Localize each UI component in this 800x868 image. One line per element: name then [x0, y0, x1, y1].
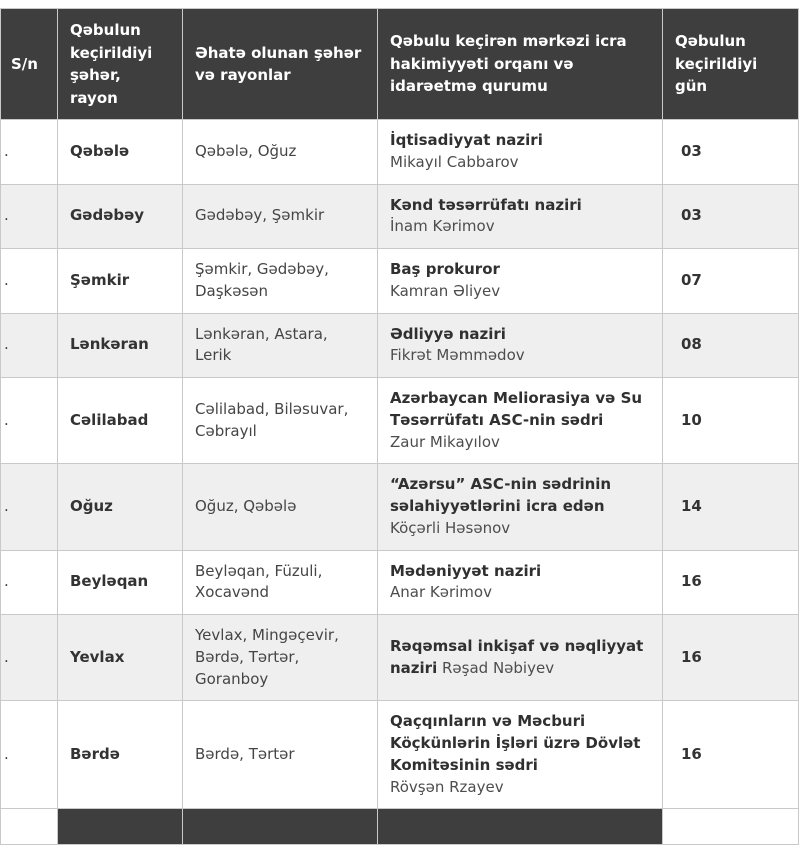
reception-city: Oğuz: [58, 464, 183, 550]
official-name: Rəşad Nəbiyev: [442, 658, 555, 677]
official-title: Kənd təsərrüfatı naziri: [390, 195, 582, 214]
official-cell: [378, 313, 663, 378]
reception-day: 14: [663, 464, 799, 550]
col-header-reception-day: Qəbulun keçirildiyi gün: [663, 9, 799, 120]
covered-regions: Oğuz, Qəbələ: [183, 464, 378, 550]
partial-next-row: [1, 809, 799, 845]
reception-day: 08: [663, 313, 799, 378]
row-number: .: [1, 378, 58, 464]
official-cell: [378, 249, 663, 314]
official-title: Mədəniyyət naziri: [390, 561, 542, 580]
covered-regions: Yevlax, Mingəçevir, Bərdə, Tərtər, Goranboy: [183, 615, 378, 701]
table-row: [1, 378, 799, 464]
row-number: .: [1, 550, 58, 615]
covered-regions: Cəlilabad, Biləsuvar, Cəbrayıl: [183, 378, 378, 464]
official-name: Zaur Mikayılov: [390, 432, 500, 451]
reception-day: 07: [663, 249, 799, 314]
table-row: [1, 701, 799, 809]
reception-city: Gədəbəy: [58, 184, 183, 249]
covered-regions: Qəbələ, Oğuz: [183, 120, 378, 185]
official-name: Köçərli Həsənov: [390, 518, 511, 537]
reception-schedule-table: [0, 8, 799, 845]
table-header-row: [1, 9, 799, 120]
col-header-serial-number: S/n: [1, 9, 58, 120]
table-row: [1, 249, 799, 314]
col-header-official-body: Qəbulu keçirən mərkəzi icra hakimiyyəti orqanı və idarəetmə qurumu: [378, 9, 663, 120]
official-cell: [378, 464, 663, 550]
reception-city: Lənkəran: [58, 313, 183, 378]
row-number: .: [1, 464, 58, 550]
row-number: .: [1, 184, 58, 249]
table-row: [1, 550, 799, 615]
official-cell: [378, 615, 663, 701]
row-number: .: [1, 120, 58, 185]
covered-regions: Beyləqan, Füzuli, Xocavənd: [183, 550, 378, 615]
official-title: Qaçqınların və Məcburi Köçkünlərin İşləri üzrə Dövlət Komitəsinin sədri: [390, 712, 641, 774]
reception-city: Beyləqan: [58, 550, 183, 615]
official-cell: [378, 120, 663, 185]
official-name: Mikayıl Cabbarov: [390, 152, 519, 171]
table-row: [1, 313, 799, 378]
official-name: İnam Kərimov: [390, 217, 495, 236]
reception-city: Yevlax: [58, 615, 183, 701]
col-header-covered-regions: Əhatə olunan şəhər və rayonlar: [183, 9, 378, 120]
official-cell: [378, 184, 663, 249]
covered-regions: Bərdə, Tərtər: [183, 701, 378, 809]
row-number: .: [1, 701, 58, 809]
official-cell: [378, 550, 663, 615]
reception-day: 16: [663, 550, 799, 615]
table-row: [1, 120, 799, 185]
partial-cell-dark: [378, 809, 663, 845]
table-body: [1, 120, 799, 809]
covered-regions: Gədəbəy, Şəmkir: [183, 184, 378, 249]
reception-day: 16: [663, 615, 799, 701]
partial-cell-dark: [183, 809, 378, 845]
reception-city: Bərdə: [58, 701, 183, 809]
official-name: Rövşən Rzayev: [390, 777, 504, 796]
table-row: [1, 615, 799, 701]
partial-cell: [1, 809, 58, 845]
reception-city: Cəlilabad: [58, 378, 183, 464]
partial-cell-dark: [58, 809, 183, 845]
partial-cell: [663, 809, 799, 845]
official-title: Baş prokuror: [390, 260, 500, 278]
reception-day: 16: [663, 701, 799, 809]
covered-regions: Şəmkir, Gədəbəy, Daşkəsən: [183, 249, 378, 314]
official-name: Fikrət Məmmədov: [390, 346, 525, 365]
official-title: “Azərsu” ASC-nin sədrinin səlahiyyətlərini icra edən: [390, 475, 612, 515]
reception-day: 10: [663, 378, 799, 464]
covered-regions: Lənkəran, Astara, Lerik: [183, 313, 378, 378]
reception-day: 03: [663, 184, 799, 249]
official-title: İqtisadiyyat naziri: [390, 131, 543, 149]
col-header-reception-city: Qəbulun keçirildiyi şəhər, rayon: [58, 9, 183, 120]
official-name: Anar Kərimov: [390, 583, 492, 602]
row-number: .: [1, 615, 58, 701]
official-title: Azərbaycan Meliorasiya və Su Təsərrüfatı ASC-nin sədri: [390, 389, 643, 429]
reception-day: 03: [663, 120, 799, 185]
reception-city: Şəmkir: [58, 249, 183, 314]
official-title: Ədliyyə naziri: [390, 324, 506, 343]
reception-city: Qəbələ: [58, 120, 183, 185]
row-number: .: [1, 313, 58, 378]
table-row: [1, 464, 799, 550]
official-cell: [378, 378, 663, 464]
row-number: .: [1, 249, 58, 314]
official-name: Kamran Əliyev: [390, 281, 501, 300]
table-row: [1, 184, 799, 249]
official-title: Rəqəmsal inkişaf və nəqliyyat naziri: [390, 636, 644, 677]
official-cell: [378, 701, 663, 809]
